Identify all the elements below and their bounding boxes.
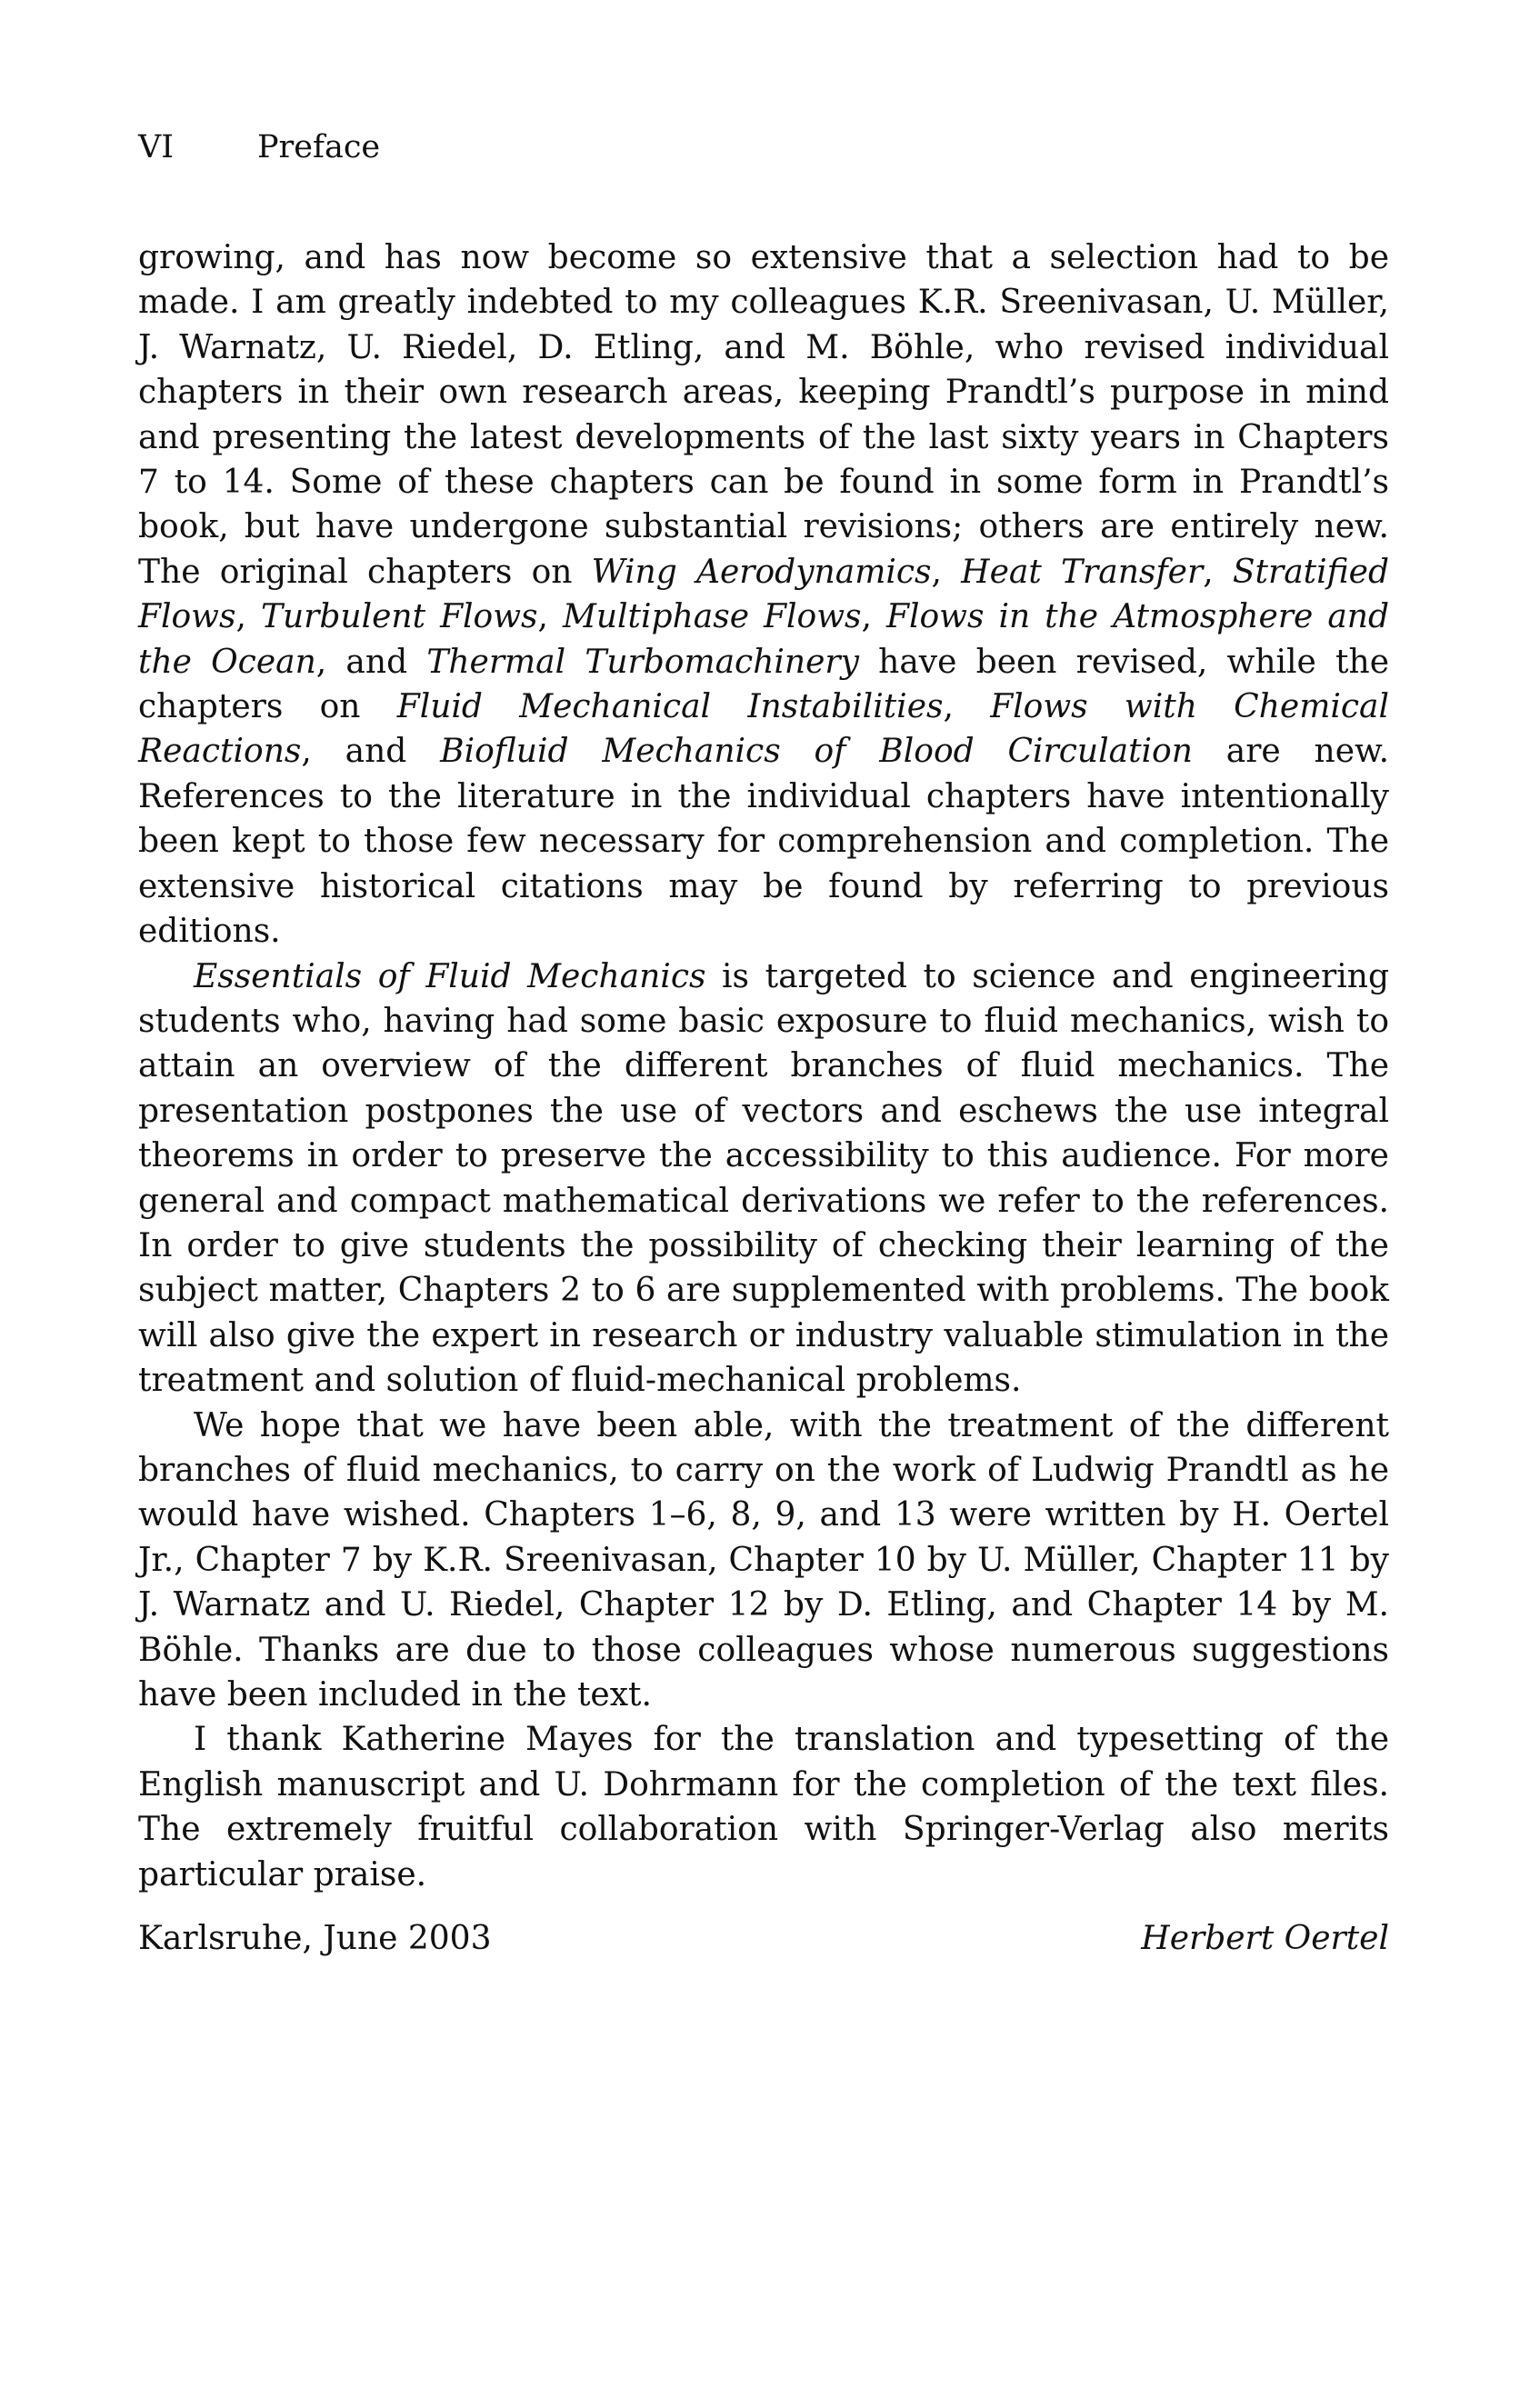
text-run: , and xyxy=(301,733,441,771)
author-signature: Herbert Oertel xyxy=(1141,1920,1389,1958)
text-run: , xyxy=(235,598,261,636)
paragraph-2 xyxy=(138,954,1389,1404)
text-run: , xyxy=(537,598,563,636)
text-run: , xyxy=(943,688,991,726)
italic-title: Wing Aerodynamics xyxy=(591,553,932,591)
paragraph-4 xyxy=(138,1717,1389,1897)
italic-title: Turbulent Flows xyxy=(260,598,538,636)
italic-title: Flows in the Atmosphere and the Ocean xyxy=(138,598,1390,681)
italic-title: Multiphase Flows xyxy=(563,598,862,636)
page-number: VI xyxy=(138,129,175,165)
place-date: Karlsruhe, June 2003 xyxy=(138,1920,492,1958)
text-run: , xyxy=(861,598,886,636)
signoff xyxy=(138,1916,1389,1961)
italic-title: Essentials of Fluid Mechanics xyxy=(194,957,706,995)
text-run: are new. References to the literature in the individual chapters have intentionally been kept to those few necessary for comprehension and completion. The extensive historical citations may be found by referring to previous editions. xyxy=(138,733,1390,951)
paragraph-3 xyxy=(138,1404,1389,1718)
text-run: We hope that we have been able, with the treatment of the different branches of fluid mechanics, to carry on the work of Ludwig Prandtl as he would have wished. Chapters 1–6, 8, 9, and 13 were written by H. Oertel Jr., Chapter 7 by K.R. Sreenivasan, Chapter 10 by U. Müller, Chapter 11 by J. Warnatz and U. Riedel, Chapter 12 by D. Etling, and Chapter 14 by M. Böhle. Thanks are due to those colleagues whose numerous suggestions have been included in the text. xyxy=(138,1406,1389,1714)
text-run: I thank Katherine Mayes for the translation and typesetting of the English manuscript and U. Dohrmann for the completion of the text files. The extremely fruitful collaboration with Springer-Verlag also merits particular praise. xyxy=(138,1721,1389,1893)
text-run: , and xyxy=(315,643,427,681)
section-title: Preface xyxy=(257,129,381,165)
book-page xyxy=(138,125,1390,1958)
italic-title: Biofluid Mechanics of Blood Circulation xyxy=(440,733,1193,771)
paragraph-1 xyxy=(138,235,1389,954)
italic-title: Thermal Turbomachinery xyxy=(426,643,859,681)
text-run: , xyxy=(931,553,962,591)
italic-title: Stratified Flows xyxy=(138,553,1390,636)
running-head xyxy=(138,125,1389,169)
text-run: is targeted to science and engineering students who, having had some basic exposure to fluid mechanics, wish to attain an overview of the different branches of fluid mechanics. The presentation postpones the use of vectors and eschews the use integral theorems in order to preserve the accessibility to this audience. For more general and compact mathematical derivations we refer to the references. In order to give students the possibility of checking their learning of the subject matter, Chapters 2 to 6 are supplemented with problems. The book will also give the expert in research or industry valuable stimulation in the treatment and solution of fluid-mechanical problems. xyxy=(138,957,1389,1400)
text-run: growing, and has now become so extensive that a selection had to be made. I am greatly indebted to my colleagues K.R. Sreenivasan, U. Müller, J. Warnatz, U. Riedel, D. Etling, and M. Böhle, who revised individual chapters in their own research areas, keeping Prandtl’s purpose in mind and presenting the latest developments of the last sixty years in Chapters 7 to 14. Some of these chapters can be found in some form in Prandtl’s book, but have undergone substantial revisions; others are entirely new. The original chapters on xyxy=(138,239,1389,591)
preface-body xyxy=(138,235,1389,1961)
text-run: have been revised, while the chapters on xyxy=(138,643,1389,726)
italic-title: Flows with Chemical Reactions xyxy=(138,688,1389,771)
text-run: , xyxy=(1203,553,1233,591)
italic-title: Fluid Mechanical Instabilities xyxy=(396,688,944,726)
italic-title: Heat Transfer xyxy=(961,553,1204,591)
